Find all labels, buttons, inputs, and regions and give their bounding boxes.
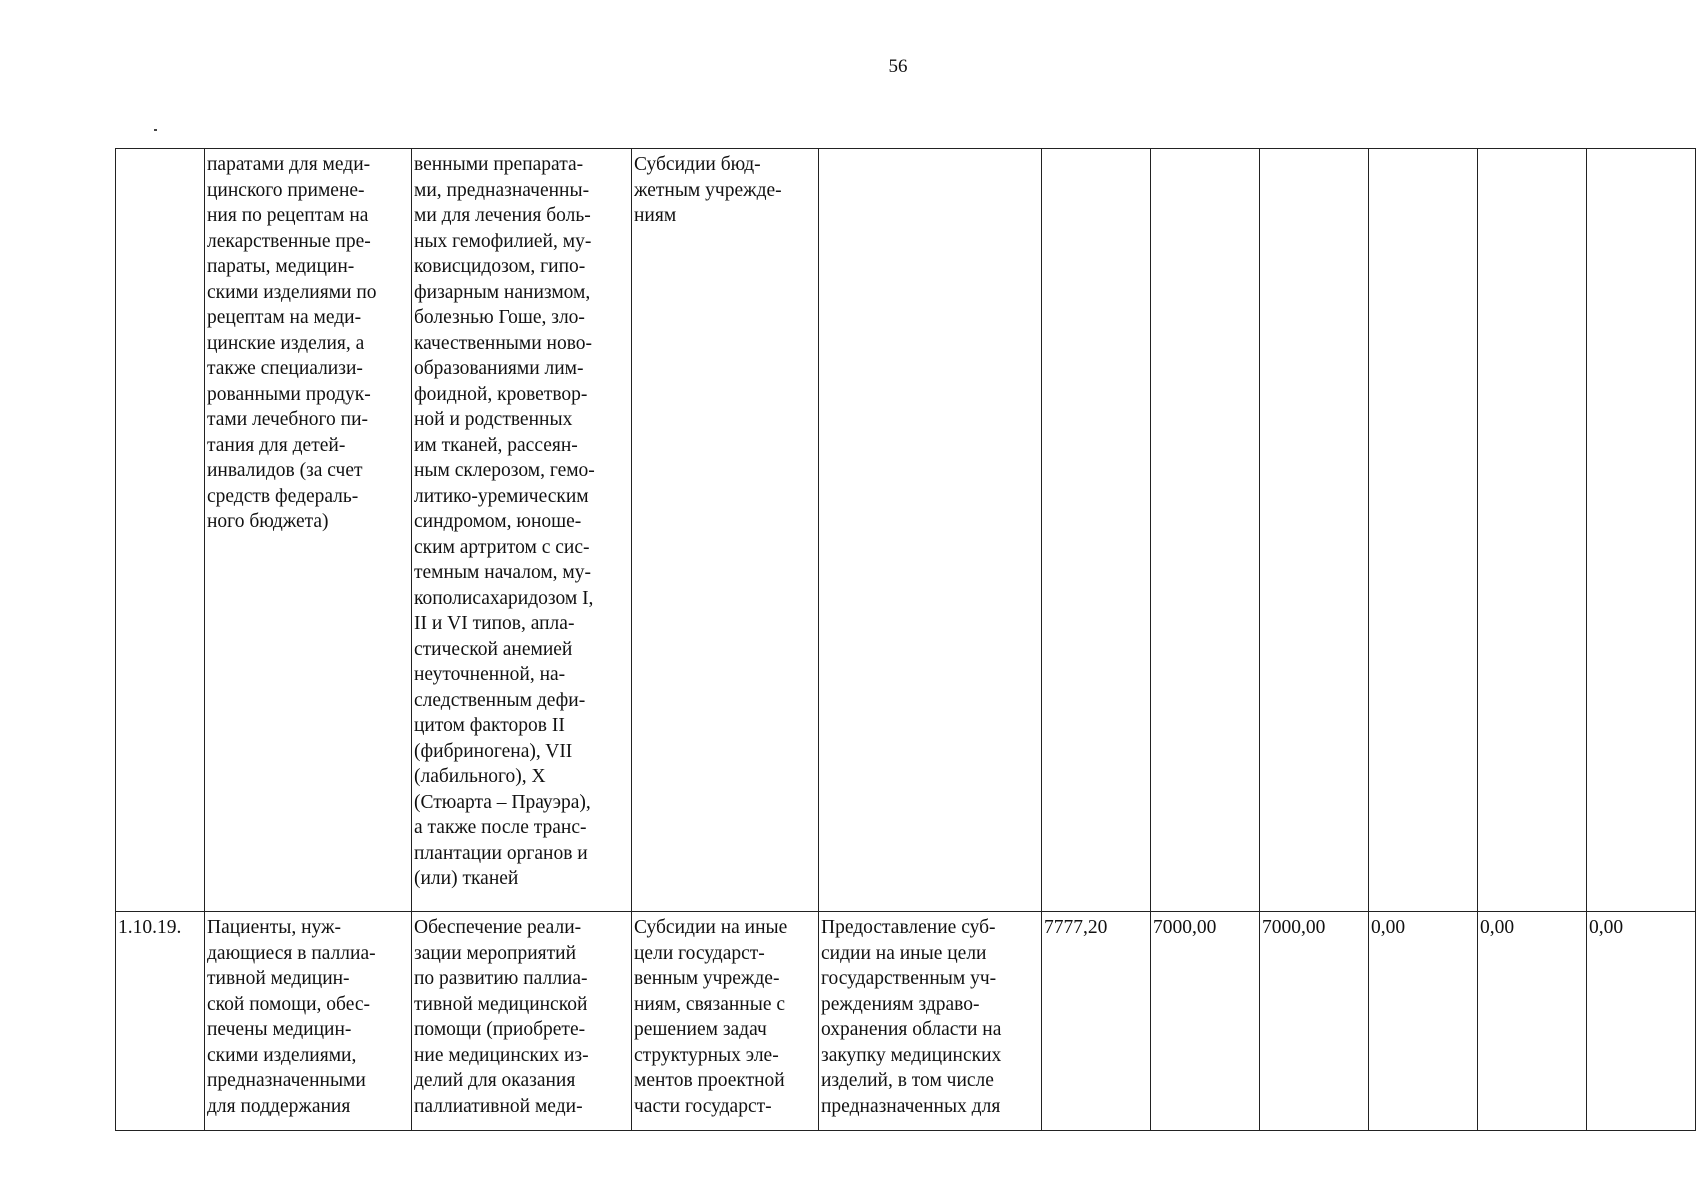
cell-value-3 [1260, 149, 1369, 912]
cell-value-1 [1042, 149, 1151, 912]
budget-table [115, 148, 1696, 1131]
cell-measure: венными препарата- ми, предназначенны- ми для лечения боль- ных гемофилией, му- ковисцидозом, гипо- физарным нанизмом, болезнью Гоше, зло- качественными ново- образованиями лим- фоидной, кроветвор- ной и родственных им тканей, рассеян- ным склерозом, гемо- литико-уремическим синдромом, юноше- ским артритом с сис- темным началом, му- кополисахаридозом I, II и VI типов, апла- стической анемией неуточненной, на- следственным дефи- цитом факторов II (фибриногена), VII (лабильного), X (Стюарта – Прауэра), а также после транс- плантации органов и (или) тканей [412, 149, 632, 912]
cell-value-2 [1151, 149, 1260, 912]
cell-result: Пациенты, нуж- дающиеся в паллиа- тивной медицин- ской помощи, обес- печены медицин- скими изделиями, предназначенными для поддержания [205, 912, 412, 1131]
cell-index [116, 149, 205, 912]
cell-index: 1.10.19. [116, 912, 205, 1131]
cell-value-5 [1478, 149, 1587, 912]
cell-value-1: 7777,20 [1042, 912, 1151, 1131]
scan-speck [154, 129, 157, 131]
cell-result: паратами для меди- цинского примене- ния по рецептам на лекарственные пре- параты, медицин- скими изделиями по рецептам на меди- цинские изделия, а также специализи- рованными продук- тами лечебного пи- тания для детей- инвалидов (за счет средств федераль- ного бюджета) [205, 149, 412, 912]
cell-value-4: 0,00 [1369, 912, 1478, 1131]
cell-description [819, 149, 1042, 912]
cell-type: Субсидии бюд- жетным учрежде- ниям [632, 149, 819, 912]
table-row [116, 912, 1696, 1131]
cell-value-6 [1587, 149, 1696, 912]
cell-value-5: 0,00 [1478, 912, 1587, 1131]
cell-value-2: 7000,00 [1151, 912, 1260, 1131]
page-number: 56 [888, 56, 908, 77]
cell-value-6: 0,00 [1587, 912, 1696, 1131]
cell-description: Предоставление суб- сидии на иные цели государственным уч- реждениям здраво- охранения области на закупку медицинских изделий, в том числе предназначенных для [819, 912, 1042, 1131]
cell-value-3: 7000,00 [1260, 912, 1369, 1131]
cell-value-4 [1369, 149, 1478, 912]
cell-type: Субсидии на иные цели государст- венным учрежде- ниям, связанные с решением задач структурных эле- ментов проектной части государст- [632, 912, 819, 1131]
cell-measure: Обеспечение реали- зации мероприятий по развитию паллиа- тивной медицинской помощи (приобрете- ние медицинских из- делий для оказания паллиативной меди- [412, 912, 632, 1131]
table-row [116, 149, 1696, 912]
